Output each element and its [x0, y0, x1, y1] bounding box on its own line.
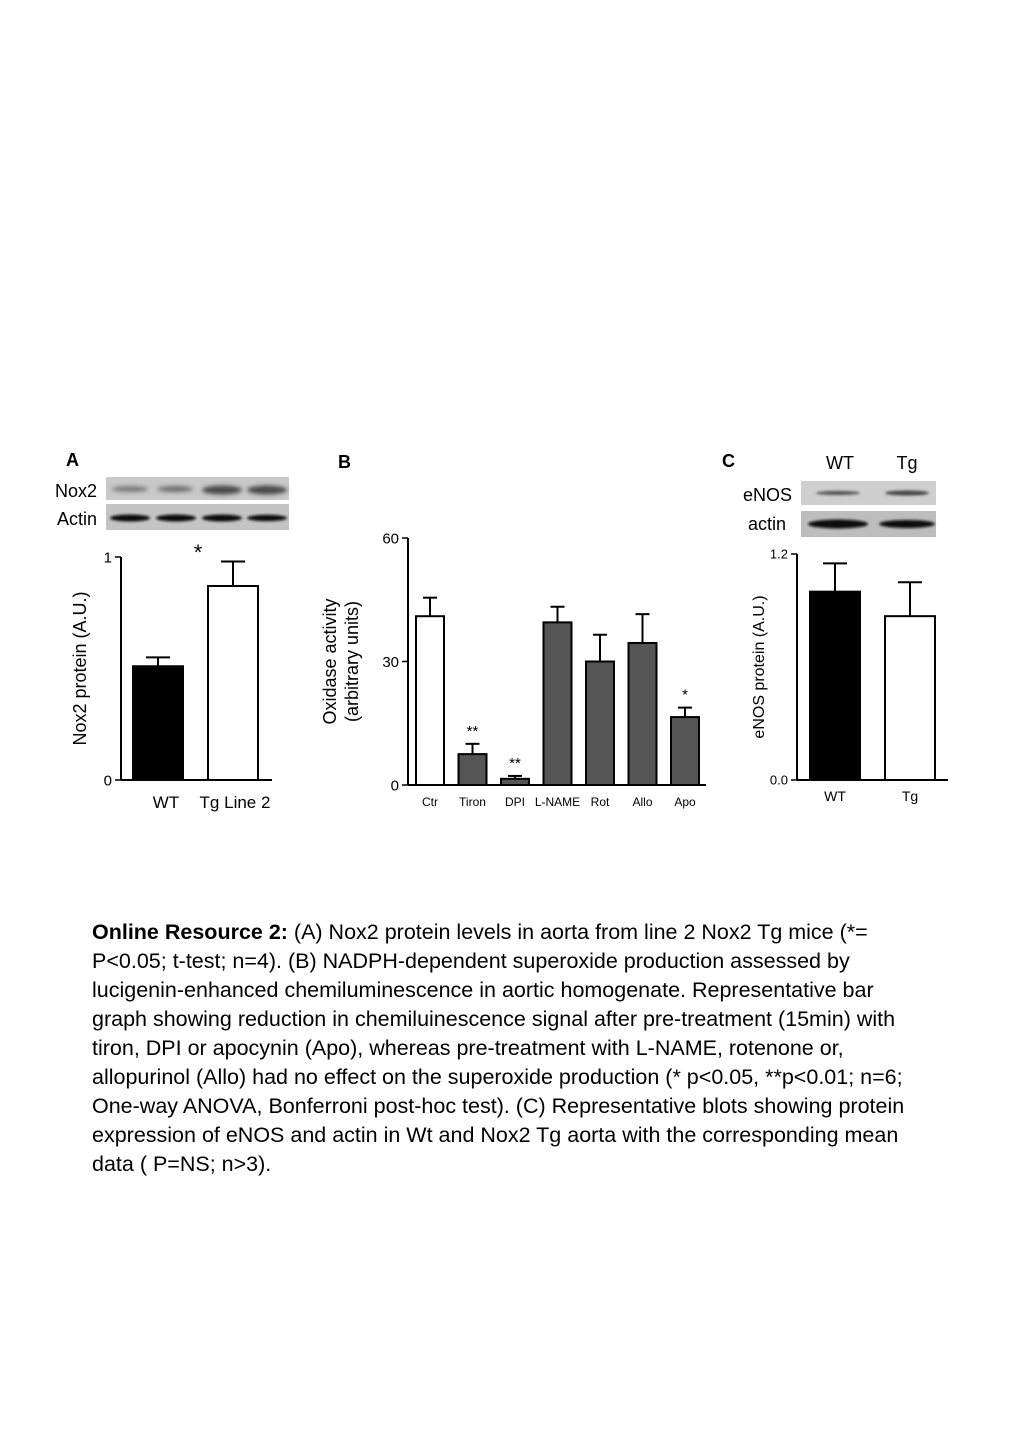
bar — [501, 779, 529, 785]
blot-label-actin-a: Actin — [56, 509, 97, 529]
bar — [133, 666, 183, 780]
chart-a — [70, 549, 272, 812]
x-tick-label: Ctr — [422, 795, 438, 809]
y-axis-label-units: (arbitrary units) — [342, 600, 362, 723]
chart-b — [320, 530, 706, 809]
panel-c-letter: C — [722, 451, 735, 471]
panel-c — [722, 451, 948, 804]
actin-blot-image-a — [106, 504, 289, 530]
x-tick-label: Rot — [590, 795, 610, 809]
enos-blot-image — [801, 481, 936, 505]
bar — [885, 616, 935, 780]
bar — [416, 616, 444, 785]
x-tick-label: WT — [824, 788, 846, 804]
y-tick-label: 0.0 — [769, 772, 788, 788]
x-tick-label: L-NAME — [534, 795, 581, 809]
y-tick-label: 30 — [382, 653, 399, 671]
y-tick-label: 0 — [103, 772, 112, 790]
significance-marker: * — [682, 686, 688, 704]
caption-text: (A) Nox2 protein levels in aorta from line 2 Nox2 Tg mice (*= P<0.05; t-test; n=4). (B) NADPH-dependent superoxide production assessed by lucigenin-enhanced chemiluminescence in aortic homogenate. Representative bar graph showing reduction in chemiluinescence signal after pre-treatment (15min) with tiron, DPI or apocynin (Apo), whereas pre-treatment with L-NAME, rotenone or, allopurinol (Allo) had no effect on the superoxide production (* p<0.05, **p<0.01; n=6; One-way ANOVA, Bonferroni post-hoc test). (C) Representative blots showing protein expression of eNOS and actin in Wt and Nox2 Tg aorta with the corresponding mean data ( P=NS; n>3). — [92, 920, 905, 1176]
bar — [671, 717, 699, 785]
panel-b — [320, 452, 706, 809]
x-tick-label: WT — [152, 793, 180, 812]
bar — [208, 586, 258, 780]
y-tick-label: 60 — [382, 530, 399, 548]
panel-a-significance: * — [193, 540, 203, 565]
actin-blot-image-c — [801, 511, 936, 537]
panel-a — [55, 450, 289, 812]
y-axis-label: Oxidase activity — [320, 598, 340, 725]
bar — [629, 643, 657, 785]
bar — [459, 754, 487, 785]
panel-c-blots — [743, 481, 936, 537]
y-axis-label: Nox2 protein (A.U.) — [70, 591, 90, 746]
x-tick-label: Tg — [901, 788, 919, 804]
y-axis-label: eNOS protein (A.U.) — [751, 595, 768, 739]
y-tick-label: 0 — [390, 777, 399, 795]
panel-b-letter: B — [338, 452, 351, 472]
y-tick-label: 1 — [103, 549, 112, 567]
bar — [810, 592, 860, 780]
x-tick-label: Tg Line 2 — [199, 793, 271, 812]
blot-label-actin-c: actin — [747, 514, 786, 534]
x-tick-label: Apo — [674, 795, 696, 809]
significance-marker: ** — [509, 754, 521, 772]
nox2-blot-image — [106, 477, 289, 500]
blot-label-nox2: Nox2 — [54, 481, 97, 501]
x-tick-label: DPI — [504, 795, 526, 809]
chart-c — [751, 547, 948, 804]
figure-caption — [92, 918, 932, 1179]
bar — [544, 622, 572, 785]
panel-a-letter: A — [66, 450, 79, 470]
lane-label-wt: WT — [826, 453, 854, 473]
lane-label-tg: Tg — [896, 453, 918, 473]
x-tick-label: Tiron — [459, 795, 486, 809]
significance-marker: ** — [466, 722, 479, 740]
y-tick-label: 1.2 — [769, 546, 788, 562]
caption-title: Online Resource 2: — [92, 920, 288, 944]
bar — [586, 662, 614, 786]
panel-a-blots — [55, 477, 289, 530]
x-tick-label: Allo — [632, 795, 653, 809]
blot-label-enos: eNOS — [742, 485, 792, 505]
